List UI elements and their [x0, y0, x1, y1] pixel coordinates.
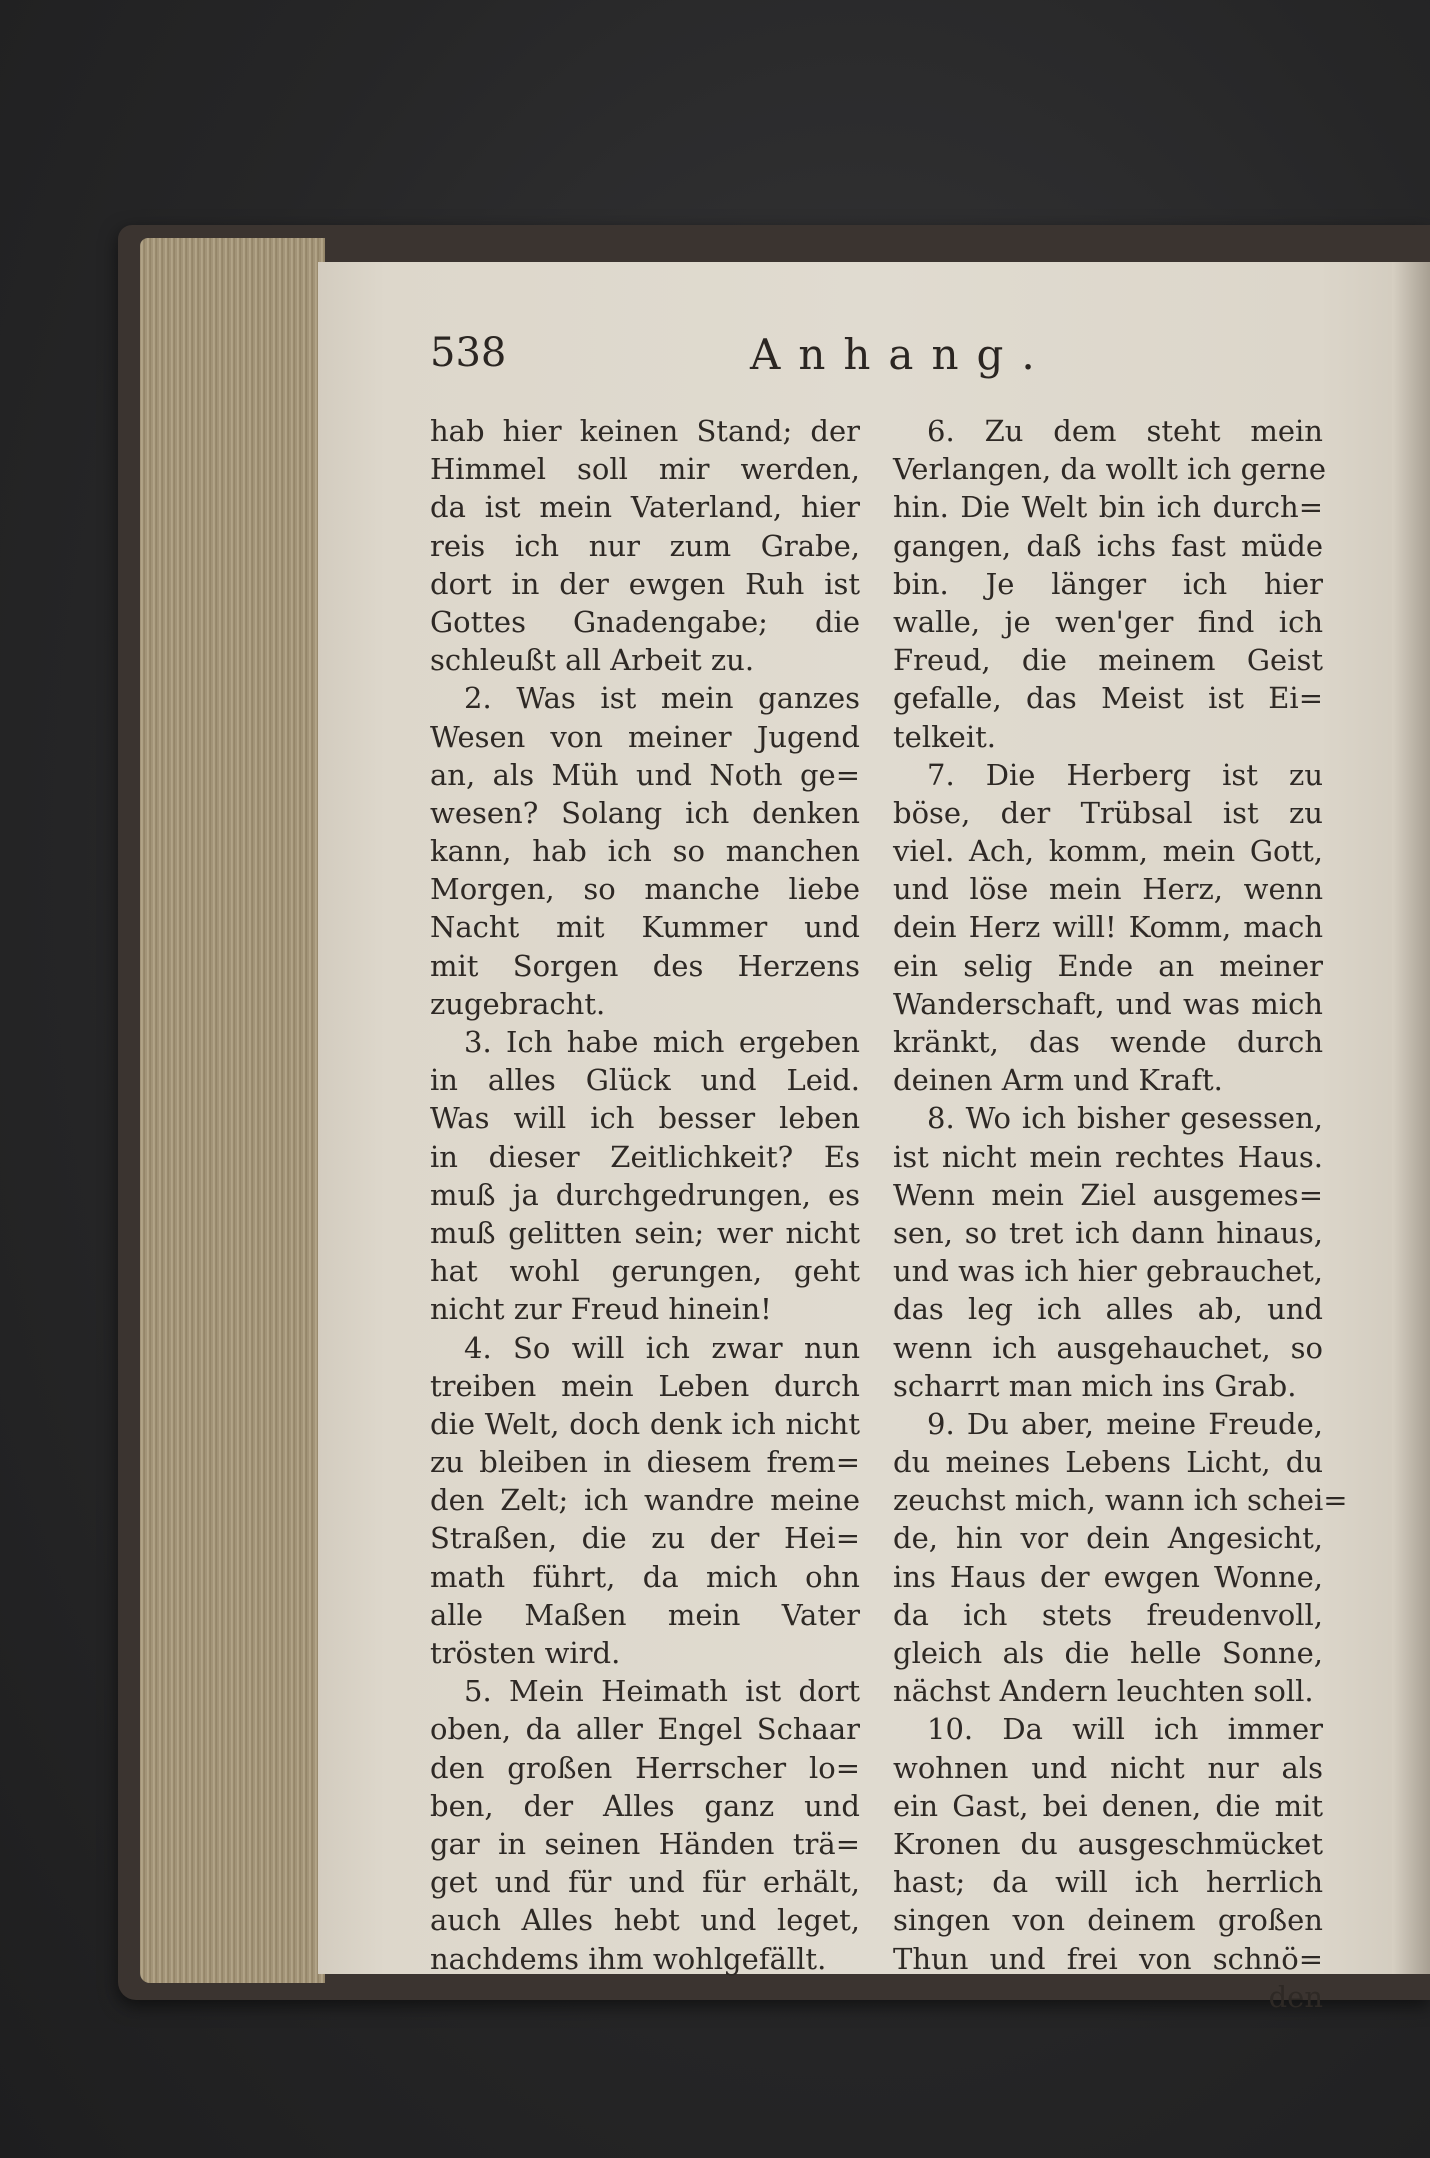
text-line: Was will ich besser leben: [430, 1101, 860, 1136]
text-line: die Welt, doch denk ich nicht: [430, 1406, 860, 1441]
text-line: sen, so tret ich dann hinaus,: [893, 1215, 1323, 1250]
text-line: wohnen und nicht nur als: [893, 1750, 1323, 1785]
text-line: an, als Müh und Noth ge=: [430, 757, 860, 792]
text-line: ein Gast, bei denen, die mit: [893, 1788, 1323, 1823]
text-line: trösten wird.: [430, 1636, 621, 1670]
text-line: auch Alles hebt und leget,: [430, 1903, 860, 1938]
text-line: da ich stets freudenvoll,: [893, 1597, 1323, 1632]
page-gutter: [1392, 262, 1430, 1974]
text-line: Thun und frei von schnö=: [893, 1941, 1323, 1976]
text-line: 3. Ich habe mich ergeben: [464, 1025, 860, 1059]
text-line: alle Maßen mein Vater: [430, 1597, 860, 1632]
text-line: zu bleiben in diesem frem=: [430, 1445, 860, 1480]
text-line: wesen? Solang ich denken: [430, 795, 860, 830]
text-line: 7. Die Herberg ist zu: [927, 757, 1323, 792]
text-line: bin. Je länger ich hier: [893, 566, 1323, 601]
text-line: get und für und für erhält,: [430, 1865, 860, 1900]
text-line: böse, der Trübsal ist zu: [893, 795, 1323, 830]
text-line: dein Herz will! Komm, mach: [893, 910, 1323, 945]
text-line: muß ja durchgedrungen, es: [430, 1177, 860, 1212]
text-line: Morgen, so manche liebe: [430, 872, 860, 907]
text-line: nachdems ihm wohlgefällt.: [430, 1941, 827, 1976]
text-line: 6. Zu dem steht mein: [927, 414, 1323, 448]
text-line: 4. So will ich zwar nun: [464, 1330, 860, 1365]
text-line: hat wohl gerungen, geht: [430, 1254, 860, 1289]
text-line: Kronen du ausgeschmücket: [893, 1826, 1323, 1861]
left-text-column: [430, 412, 860, 1978]
text-line: hin. Die Welt bin ich durch=: [893, 490, 1323, 525]
text-line: und was ich hier gebrauchet,: [893, 1254, 1324, 1289]
text-line: deinen Arm und Kraft.: [893, 1063, 1223, 1098]
text-line: telkeit.: [893, 719, 996, 754]
text-line: hab hier keinen Stand; der: [430, 414, 860, 448]
text-line: mit Sorgen des Herzens: [430, 948, 860, 983]
text-line: da ist mein Vaterland, hier: [430, 490, 860, 525]
text-line: zugebracht.: [430, 986, 606, 1021]
text-line: Wenn mein Ziel ausgemes=: [893, 1177, 1323, 1212]
running-head: Anhang.: [750, 330, 1053, 379]
text-line: zeuchst mich, wann ich schei=: [893, 1483, 1348, 1518]
text-line: Wanderschaft, und was mich: [893, 986, 1323, 1021]
text-line: gar in seinen Händen trä=: [430, 1826, 860, 1861]
text-line: Freud, die meinem Geist: [893, 643, 1323, 678]
text-line: reis ich nur zum Grabe,: [430, 528, 860, 563]
text-line: viel. Ach, komm, mein Gott,: [893, 834, 1323, 869]
text-line: und löse mein Herz, wenn: [893, 872, 1323, 907]
text-line: singen von deinem großen: [893, 1903, 1323, 1938]
text-line: nicht zur Freud hinein!: [430, 1292, 772, 1327]
text-line: walle, je wen'ger find ich: [893, 604, 1323, 639]
text-line: 9. Du aber, meine Freude,: [927, 1406, 1323, 1441]
text-line: math führt, da mich ohn: [430, 1559, 860, 1594]
text-line: nächst Andern leuchten soll.: [893, 1674, 1314, 1709]
text-line: Wesen von meiner Jugend: [430, 719, 860, 754]
text-line: das leg ich alles ab, und: [893, 1292, 1323, 1327]
page-number: 538: [430, 330, 507, 376]
text-line: in dieser Zeitlichkeit? Es: [430, 1139, 860, 1174]
text-line: den: [1268, 1979, 1323, 2014]
page-edges: [140, 238, 325, 1983]
text-line: 10. Da will ich immer: [927, 1712, 1323, 1747]
text-line: de, hin vor dein Angesicht,: [893, 1521, 1323, 1556]
text-line: ein selig Ende an meiner: [893, 948, 1323, 983]
text-line: scharrt man mich ins Grab.: [893, 1368, 1297, 1403]
text-line: hast; da will ich herrlich: [893, 1865, 1323, 1900]
text-line: gleich als die helle Sonne,: [893, 1636, 1323, 1670]
text-line: 5. Mein Heimath ist dort: [464, 1674, 860, 1709]
text-line: 2. Was ist mein ganzes: [464, 681, 860, 716]
text-line: 8. Wo ich bisher gesessen,: [927, 1101, 1323, 1136]
text-line: ist nicht mein rechtes Haus.: [893, 1139, 1323, 1174]
text-line: gefalle, das Meist ist Ei=: [893, 681, 1323, 716]
right-text-column: [893, 412, 1348, 2016]
text-line: den Zelt; ich wandre meine: [430, 1483, 860, 1518]
text-line: treiben mein Leben durch: [430, 1368, 860, 1403]
text-line: ins Haus der ewgen Wonne,: [893, 1559, 1323, 1594]
text-line: wenn ich ausgehauchet, so: [893, 1330, 1323, 1365]
text-line: ben, der Alles ganz und: [430, 1788, 860, 1823]
text-line: schleußt all Arbeit zu.: [430, 643, 755, 678]
text-line: kränkt, das wende durch: [893, 1025, 1323, 1059]
text-line: den großen Herrscher lo=: [430, 1750, 860, 1785]
text-line: muß gelitten sein; wer nicht: [430, 1215, 860, 1250]
text-line: Himmel soll mir werden,: [430, 452, 860, 487]
text-line: Nacht mit Kummer und: [430, 910, 860, 945]
text-line: oben, da aller Engel Schaar: [430, 1712, 860, 1747]
text-line: Verlangen, da wollt ich gerne: [893, 452, 1327, 487]
text-line: Straßen, die zu der Hei=: [430, 1521, 860, 1556]
text-line: dort in der ewgen Ruh ist: [430, 566, 860, 601]
text-line: gangen, daß ichs fast müde: [893, 528, 1323, 563]
page-header: [430, 330, 1330, 400]
text-line: in alles Glück und Leid.: [430, 1063, 860, 1098]
text-line: kann, hab ich so manchen: [430, 834, 860, 869]
text-line: du meines Lebens Licht, du: [893, 1445, 1323, 1480]
text-line: Gottes Gnadengabe; die: [430, 604, 860, 639]
